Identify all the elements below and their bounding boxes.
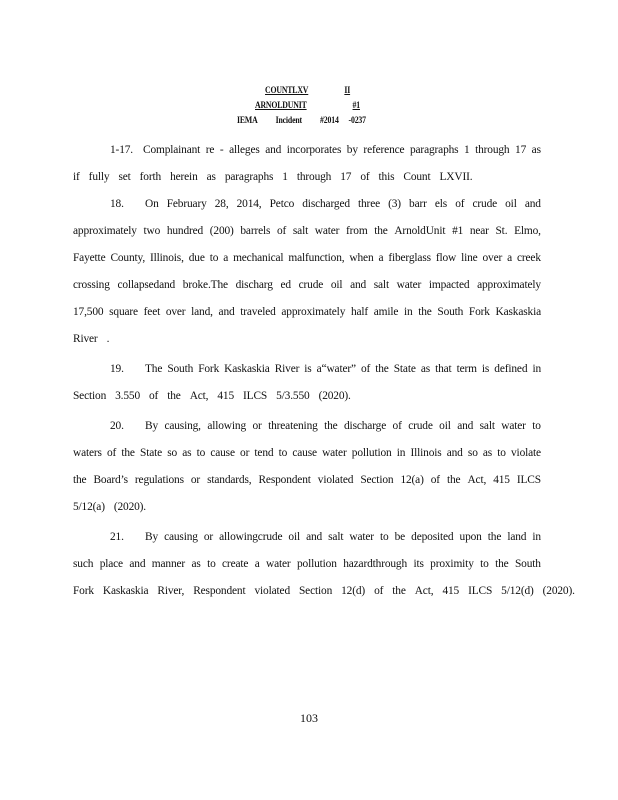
paragraph-line: if fully set forth herein as paragraphs 1 through 17 of this Count LXVII. bbox=[73, 171, 473, 183]
paragraph-line: On February 28, 2014, Petco discharged three (3) barr els of crude oil and bbox=[145, 198, 541, 210]
well-heading bbox=[255, 101, 365, 111]
paragraph-line: such place and manner as to create a water pollution hazardthrough its proximity to the South bbox=[73, 558, 541, 570]
well-heading-right: #1 bbox=[352, 101, 360, 111]
paragraph-line: Complainant re - alleges and incorporates by reference paragraphs 1 through 17 as bbox=[143, 144, 541, 156]
count-heading-right: II bbox=[344, 86, 351, 96]
paragraph-line: Fork Kaskaskia River, Respondent violated Section 12(d) of the Act, 415 ILCS 5/12(d) (2020). bbox=[73, 585, 575, 597]
paragraph-number: 19. bbox=[110, 363, 124, 375]
incident-heading-a: IEMA bbox=[237, 116, 258, 126]
paragraph-line: the Board’s regulations or standards, Respondent violated Section 12(a) of the Act, 415 ILCS bbox=[73, 474, 541, 486]
paragraph-line: Fayette County, Illinois, due to a mechanical malfunction, when a fiberglass flow line over a creek bbox=[73, 252, 541, 264]
count-heading-left: COUNTLXV bbox=[265, 86, 309, 96]
paragraph-line: The South Fork Kaskaskia River is a“water” of the State as that term is defined in bbox=[145, 363, 541, 375]
paragraph-line: waters of the State so as to cause or tend to cause water pollution in Illinois and so as to violate bbox=[73, 447, 541, 459]
incident-heading-b: Incident bbox=[275, 116, 302, 126]
well-heading-left: ARNOLDUNIT bbox=[255, 101, 307, 111]
paragraph-line: approximately two hundred (200) barrels of salt water from the ArnoldUnit #1 near St. Elmo, bbox=[73, 225, 541, 237]
paragraph-line: By causing, allowing or threatening the discharge of crude oil and salt water to bbox=[145, 420, 541, 432]
incident-heading-c: #2014 bbox=[320, 116, 339, 126]
paragraph-number: 1-17. bbox=[110, 144, 133, 156]
paragraph-line: 5/12(a) (2020). bbox=[73, 501, 147, 513]
paragraph-line: Section 3.550 of the Act, 415 ILCS 5/3.550 (2020). bbox=[73, 390, 351, 402]
incident-heading-d: -0237 bbox=[348, 116, 366, 126]
incident-heading bbox=[237, 116, 366, 126]
paragraph-number: 18. bbox=[110, 198, 124, 210]
paragraph-number: 20. bbox=[110, 420, 124, 432]
paragraph-line: River . bbox=[73, 333, 110, 345]
paragraph-line: By causing or allowingcrude oil and salt water to be deposited upon the land in bbox=[145, 531, 541, 543]
paragraph-line: 17,500 square feet over land, and traveled approximately half amile in the South Fork Kaskaskia bbox=[73, 306, 541, 318]
count-heading bbox=[265, 86, 355, 96]
paragraph-line: crossing collapsedand broke.The discharg ed crude oil and salt water impacted approximately bbox=[73, 279, 541, 291]
page-number: 103 bbox=[300, 711, 318, 725]
paragraph-number: 21. bbox=[110, 531, 124, 543]
